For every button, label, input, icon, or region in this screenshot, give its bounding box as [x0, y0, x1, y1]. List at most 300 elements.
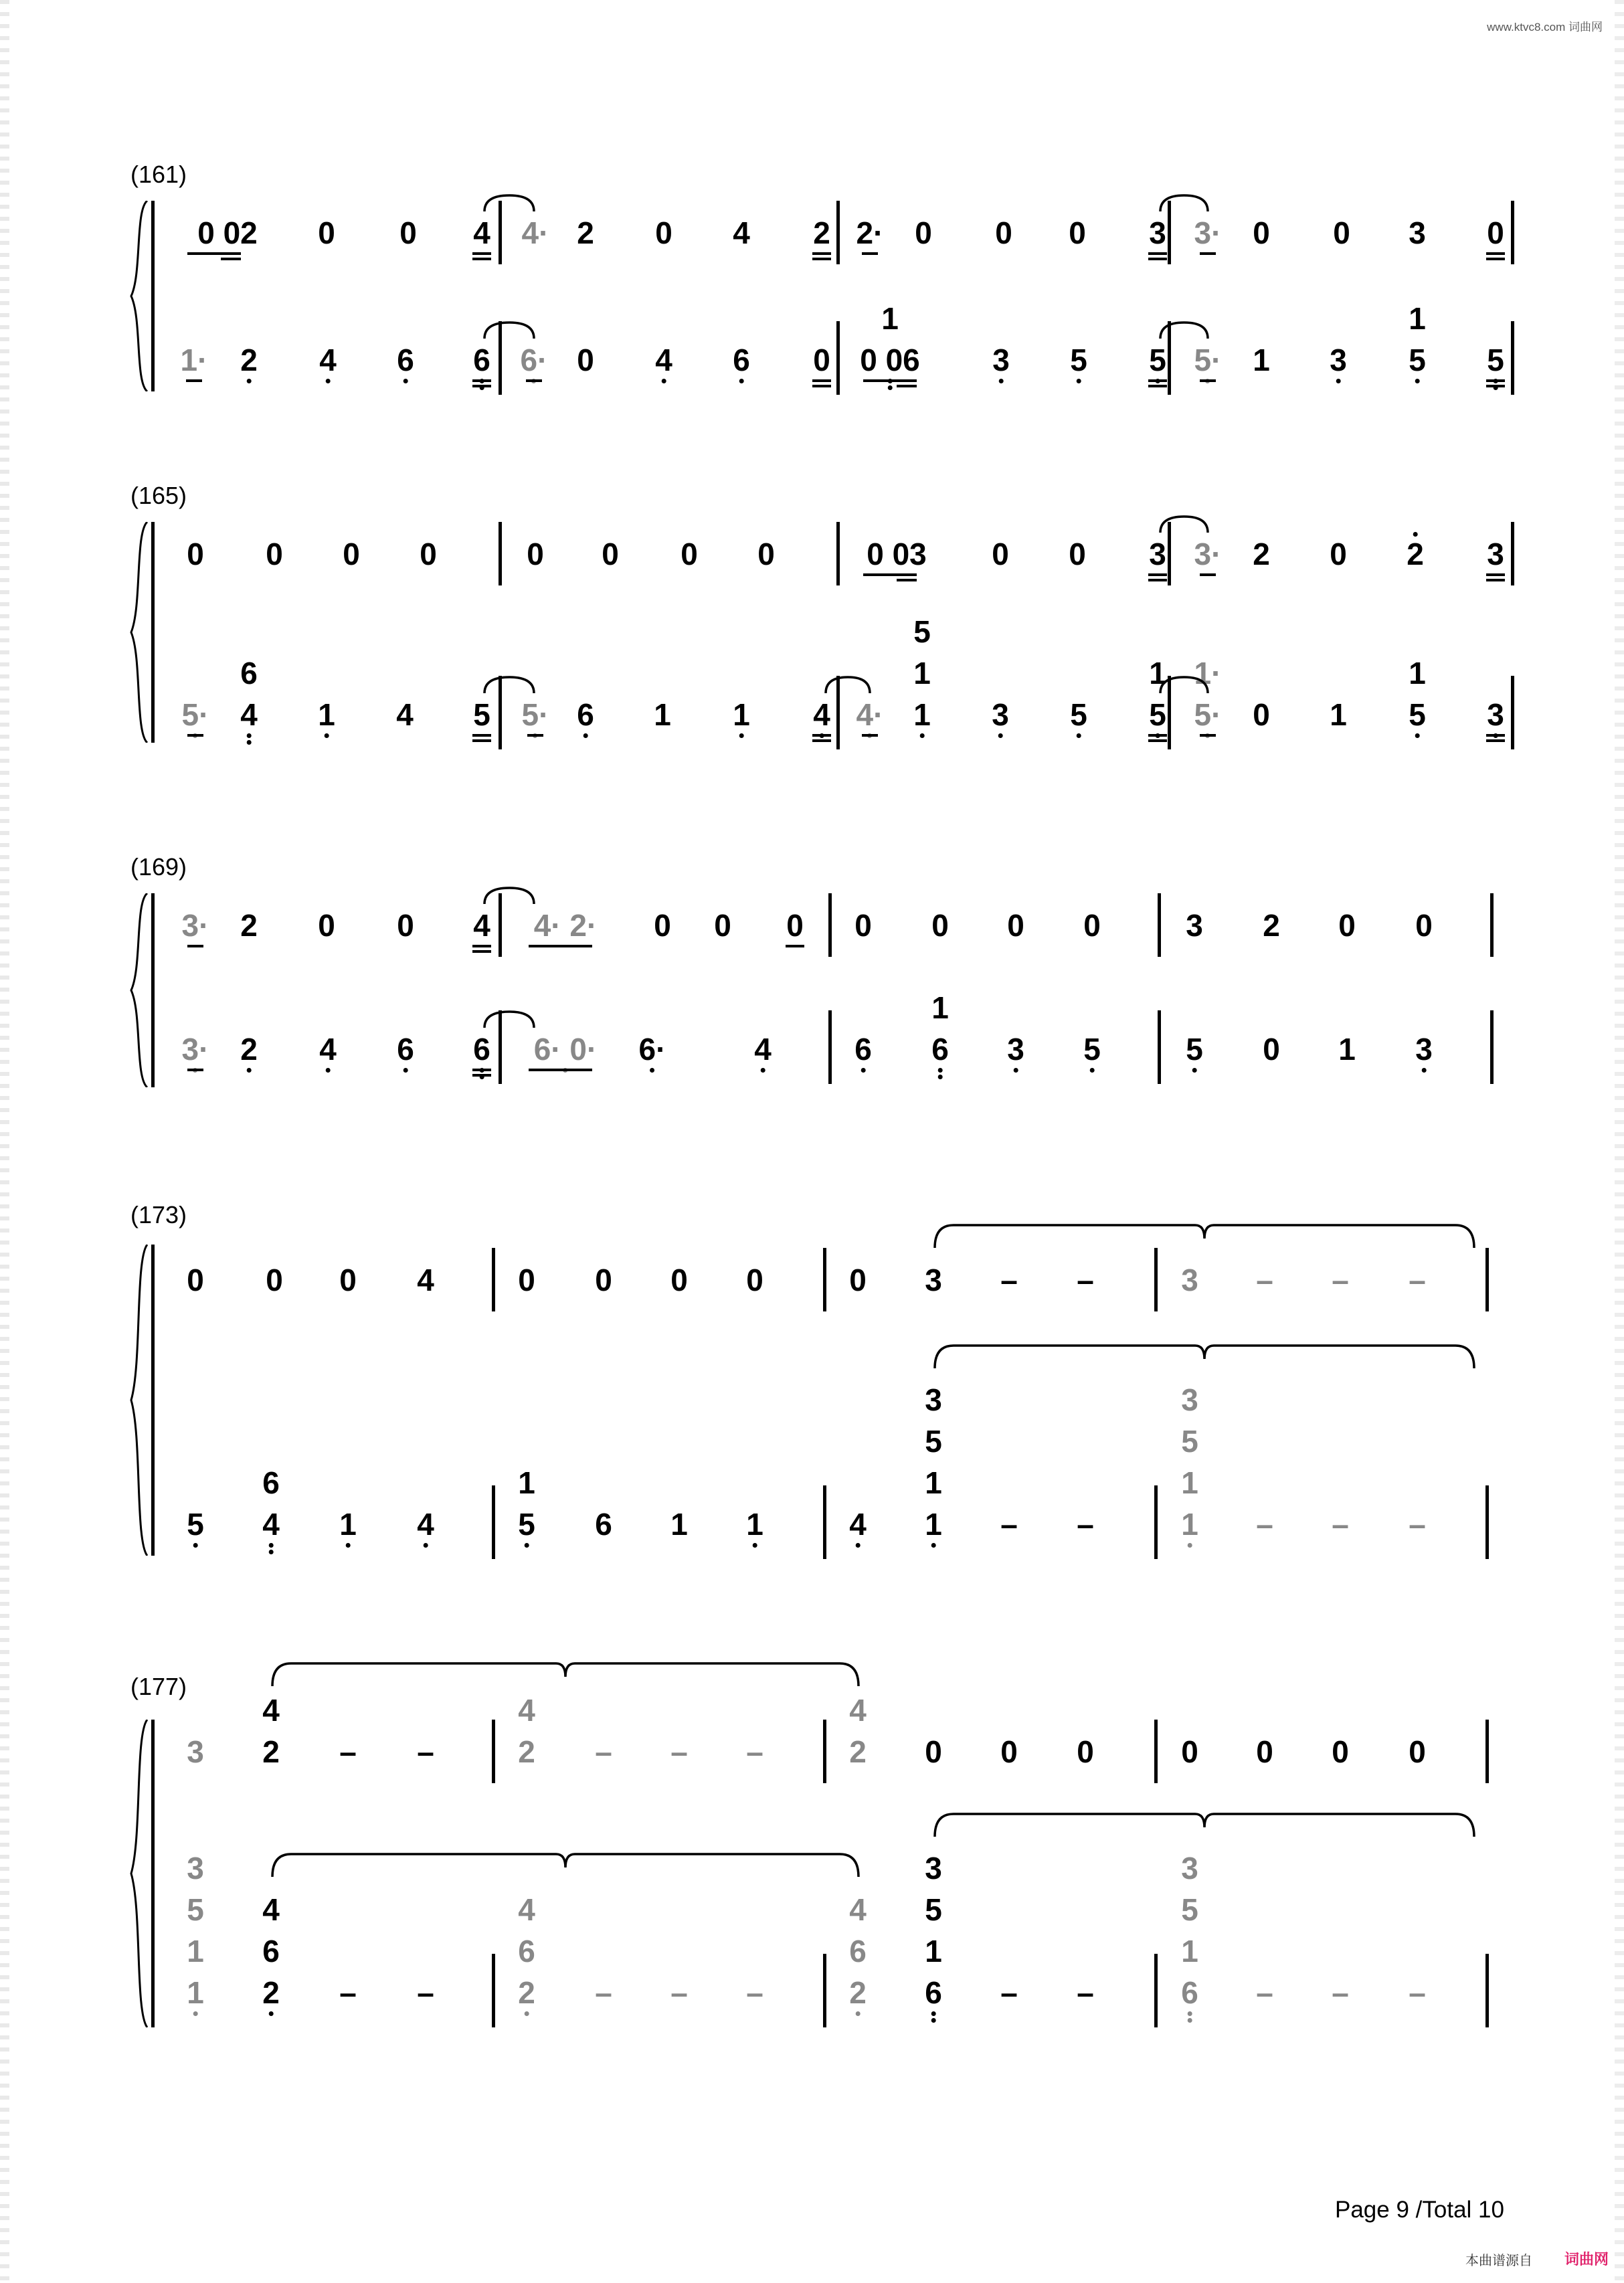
- low-octave-dot: [1077, 733, 1081, 738]
- treble-note-label: 3: [187, 1734, 204, 1769]
- rhythm-underline: [1486, 379, 1505, 382]
- treble-note-label: 3·: [1194, 537, 1222, 571]
- bass-note: [849, 1509, 867, 1540]
- treble-note-label: 2: [240, 908, 258, 943]
- low-octave-dot: [193, 1543, 198, 1548]
- treble-note: [577, 217, 594, 248]
- bass-note: [670, 1977, 688, 2008]
- treble-note-label: 0: [1338, 908, 1356, 943]
- treble-note-label: 0: [420, 537, 437, 571]
- bass-note-label: 6: [1181, 1975, 1198, 2010]
- low-octave-dot: [525, 1543, 529, 1548]
- bass-note-label: –: [670, 1975, 688, 2010]
- treble-note: [1338, 910, 1356, 941]
- bass-note-label: 4: [319, 343, 337, 377]
- low-octave-dot: [999, 379, 1004, 383]
- bass-note-chord-tone: 1: [187, 1934, 204, 1969]
- treble-note: [714, 910, 731, 941]
- barline: [1154, 1485, 1158, 1559]
- treble-note-label: 0: [1256, 1734, 1273, 1769]
- bass-note: [473, 1034, 490, 1065]
- low-octave-dot: [326, 1068, 331, 1073]
- treble-note-label: 0: [318, 908, 335, 943]
- treble-note: [1000, 1265, 1018, 1295]
- rhythm-underline: [1148, 739, 1167, 742]
- treble-note: [417, 1736, 434, 1767]
- bass-note: [1186, 1034, 1203, 1065]
- low-octave-dot: [761, 1068, 765, 1073]
- treble-note: [343, 539, 360, 569]
- treble-note: [1332, 1736, 1349, 1767]
- treble-note: [1487, 539, 1504, 569]
- treble-note: [399, 217, 417, 248]
- bass-note: [518, 1509, 535, 1540]
- treble-note-label: 3: [1181, 1263, 1198, 1297]
- low-octave-dot: [662, 379, 666, 383]
- low-octave-dot: [583, 733, 588, 738]
- rhythm-underline: [812, 739, 831, 742]
- rhythm-underline: [1486, 385, 1505, 387]
- rhythm-underline: [472, 252, 491, 255]
- treble-note-label: 4: [473, 215, 490, 250]
- bass-note: [733, 699, 750, 730]
- bass-note: [856, 699, 884, 730]
- barline: [1511, 522, 1514, 585]
- rhythm-underline: [529, 945, 592, 947]
- grand-staff-brace: [127, 1720, 154, 2027]
- rhythm-underline: [812, 252, 831, 255]
- low-octave-dot: [1188, 1543, 1192, 1548]
- treble-note: [420, 539, 437, 569]
- bass-note-label: 5: [1149, 343, 1166, 377]
- treble-note: [681, 539, 698, 569]
- treble-note-label: 2: [518, 1734, 535, 1769]
- treble-note: [1263, 910, 1280, 941]
- rhythm-underline: [786, 945, 804, 947]
- grand-staff-brace: [127, 1245, 154, 1556]
- bass-note: [1253, 345, 1270, 375]
- treble-note: [522, 217, 549, 248]
- bass-note: [240, 699, 258, 730]
- bass-note-label: –: [1332, 1975, 1349, 2010]
- bass-note: [577, 345, 594, 375]
- treble-note: [1330, 539, 1347, 569]
- rhythm-underline: [472, 379, 491, 382]
- bass-note: [397, 1034, 414, 1065]
- barline: [828, 1010, 832, 1084]
- bass-note-chord-tone: 6: [849, 1934, 867, 1969]
- bass-note-label: 6: [473, 1032, 490, 1067]
- treble-note-label: 4: [473, 908, 490, 943]
- rhythm-underline: [862, 252, 878, 255]
- bass-note-label: 3: [1487, 697, 1504, 732]
- bass-note: [746, 1977, 763, 2008]
- bass-note: [854, 1034, 872, 1065]
- treble-note-label: 0: [925, 1734, 942, 1769]
- low-octave-dot: [525, 2011, 529, 2016]
- rhythm-underline: [1148, 579, 1167, 581]
- measure-number: (169): [130, 853, 187, 881]
- treble-note-label: 0: [266, 537, 283, 571]
- treble-note: [318, 910, 335, 941]
- slur-line: [1159, 514, 1209, 534]
- treble-note: [534, 910, 598, 941]
- bass-note-label: 6: [397, 1032, 414, 1067]
- bass-note-label: –: [1000, 1975, 1018, 2010]
- bass-note: [1256, 1977, 1273, 2008]
- treble-note-label: 0: [602, 537, 619, 571]
- system-start-line: [151, 893, 155, 1087]
- treble-note-label: 0: [670, 1263, 688, 1297]
- low-octave-dot: [856, 1543, 861, 1548]
- bass-note: [1330, 699, 1347, 730]
- rhythm-underline: [472, 945, 491, 947]
- treble-note: [339, 1736, 357, 1767]
- treble-note: [1409, 217, 1426, 248]
- treble-note: [1256, 1736, 1273, 1767]
- bass-note: [655, 345, 672, 375]
- bass-note-chord-tone: 3: [925, 1382, 942, 1417]
- barline: [1158, 893, 1161, 957]
- rhythm-underline: [472, 1074, 491, 1077]
- bass-note: [1077, 1509, 1094, 1540]
- rhythm-underline: [472, 1069, 491, 1071]
- treble-note: [1069, 539, 1086, 569]
- barline: [1485, 1954, 1489, 2027]
- treble-note: [1181, 1736, 1198, 1767]
- treble-note: [397, 910, 414, 941]
- treble-note-label: 3·: [181, 908, 209, 943]
- rhythm-underline: [863, 573, 917, 576]
- bass-note: [925, 1977, 942, 2008]
- treble-note-label: 0: [681, 537, 698, 571]
- low-octave-dot: [739, 379, 744, 383]
- treble-note-label: 0: [397, 908, 414, 943]
- bass-note-chord-tone: 1: [518, 1465, 535, 1500]
- treble-note-label: 0: [187, 1263, 204, 1297]
- treble-note-label: 3: [1149, 215, 1166, 250]
- bass-note: [577, 699, 594, 730]
- tie-bracket: [933, 1221, 1475, 1251]
- treble-note: [1253, 217, 1270, 248]
- bass-note-chord-tone: 6: [262, 1934, 280, 1969]
- bass-note: [1181, 1977, 1198, 2008]
- rhythm-underline: [527, 734, 543, 737]
- bass-note: [813, 345, 830, 375]
- bass-note-label: 4: [813, 697, 830, 732]
- rhythm-underline: [1486, 252, 1505, 255]
- measure-number: (161): [130, 161, 187, 188]
- low-octave-dot: [1090, 1068, 1095, 1073]
- treble-note: [1194, 539, 1222, 569]
- bass-note-label: 1·: [180, 343, 208, 377]
- bass-note: [1409, 1509, 1426, 1540]
- bass-note-label: 5: [518, 1507, 535, 1542]
- bass-note: [417, 1977, 434, 2008]
- treble-note: [915, 217, 932, 248]
- treble-note-chord-tone: 4: [262, 1693, 280, 1728]
- treble-note: [187, 1736, 204, 1767]
- treble-note-label: 0: [318, 215, 335, 250]
- bass-note-label: –: [1256, 1507, 1273, 1542]
- treble-note: [1194, 217, 1222, 248]
- barline: [1511, 321, 1514, 395]
- treble-note-label: 0: [343, 537, 360, 571]
- bass-note-label: –: [417, 1975, 434, 2010]
- bass-note-label: 4: [240, 697, 258, 732]
- bass-note-label: –: [595, 1975, 612, 2010]
- bass-note: [1409, 345, 1426, 375]
- treble-note: [1487, 217, 1504, 248]
- treble-note-label: 3: [1487, 537, 1504, 571]
- system-start-line: [151, 522, 155, 743]
- treble-note-label: 0: [1330, 537, 1347, 571]
- bass-note: [1181, 1509, 1198, 1540]
- rhythm-underline: [812, 379, 831, 382]
- bass-note-chord-tone: 3: [925, 1851, 942, 1886]
- bass-note-label: 0 06: [860, 343, 920, 377]
- treble-note: [518, 1265, 535, 1295]
- low-octave-dot: [998, 733, 1003, 738]
- treble-note-label: 0: [757, 537, 775, 571]
- slur-line: [483, 674, 535, 695]
- treble-note: [1149, 539, 1166, 569]
- bass-note-chord-tone: 5: [925, 1892, 942, 1927]
- treble-note: [518, 1736, 535, 1767]
- bass-note: [1332, 1977, 1349, 2008]
- rhythm-underline: [1148, 258, 1167, 260]
- rhythm-underline: [1148, 379, 1167, 382]
- treble-note-label: 2: [262, 1734, 280, 1769]
- bass-note-label: 4: [754, 1032, 772, 1067]
- rhythm-underline: [529, 1069, 592, 1071]
- rhythm-underline: [1486, 739, 1505, 742]
- bass-note: [1149, 345, 1166, 375]
- barline: [492, 1954, 495, 2027]
- rhythm-underline: [187, 734, 203, 737]
- treble-note: [1253, 539, 1270, 569]
- site-watermark: www.ktvc8.com 词曲网: [1487, 21, 1603, 33]
- treble-note: [849, 1265, 867, 1295]
- bass-note-label: 5: [1409, 343, 1426, 377]
- treble-note: [1415, 910, 1433, 941]
- bass-note: [319, 345, 337, 375]
- bass-note-label: 6· 0·: [533, 1032, 598, 1067]
- bass-note-label: –: [1332, 1507, 1349, 1542]
- bass-note: [1253, 699, 1270, 730]
- treble-note: [867, 539, 927, 569]
- tie-bracket: [271, 1659, 860, 1689]
- bass-note-label: 4: [319, 1032, 337, 1067]
- treble-note: [1332, 1265, 1349, 1295]
- bass-note-label: 4: [655, 343, 672, 377]
- treble-note: [527, 539, 544, 569]
- bass-note-chord-tone: 5: [913, 614, 931, 649]
- tie-bracket: [271, 1850, 860, 1880]
- bass-note-label: 1: [1253, 343, 1270, 377]
- bass-note-label: 2: [262, 1975, 280, 2010]
- low-octave-dot: [1422, 1068, 1427, 1073]
- treble-note-label: 0 02: [197, 215, 258, 250]
- low-octave-dot: [739, 733, 744, 738]
- bass-note: [992, 699, 1009, 730]
- low-octave-dot: [920, 733, 925, 738]
- low-octave-dot: [931, 1543, 936, 1548]
- grand-staff-brace: [127, 201, 154, 391]
- treble-note: [595, 1265, 612, 1295]
- treble-note-chord-tone: 4: [849, 1693, 867, 1728]
- bass-note: [1256, 1509, 1273, 1540]
- treble-note-label: 0: [1083, 908, 1101, 943]
- bass-note-chord-tone: 5: [187, 1892, 204, 1927]
- rhythm-underline: [1200, 734, 1216, 737]
- treble-note: [1083, 910, 1101, 941]
- bass-note-label: 6: [473, 343, 490, 377]
- rhythm-underline: [1486, 573, 1505, 576]
- tie-bracket: [933, 1342, 1475, 1371]
- bass-note: [318, 699, 335, 730]
- bass-note-label: 5: [1409, 697, 1426, 732]
- treble-note-label: 0: [1000, 1734, 1018, 1769]
- treble-note: [262, 1736, 280, 1767]
- rhythm-underline: [221, 258, 241, 260]
- treble-note: [856, 217, 884, 248]
- bass-note: [1007, 1034, 1024, 1065]
- treble-note: [925, 1736, 942, 1767]
- treble-note: [925, 1265, 942, 1295]
- rhythm-underline: [897, 579, 917, 581]
- low-octave-dot: [325, 733, 329, 738]
- treble-note: [757, 539, 775, 569]
- slur-line: [1159, 193, 1209, 213]
- rhythm-underline: [1486, 734, 1505, 737]
- rhythm-underline: [472, 739, 491, 742]
- bass-note-label: 3: [992, 343, 1010, 377]
- treble-note-label: 0: [1253, 215, 1270, 250]
- bass-note-label: 6: [733, 343, 750, 377]
- bass-note-label: 5: [1487, 343, 1504, 377]
- low-octave-dot: [247, 379, 252, 383]
- barline: [492, 1248, 495, 1311]
- bass-note-label: 1: [670, 1507, 688, 1542]
- barline: [1485, 1248, 1489, 1311]
- bass-note-label: –: [1256, 1975, 1273, 2010]
- treble-note: [1409, 1265, 1426, 1295]
- treble-note-label: 0: [187, 537, 204, 571]
- treble-note: [417, 1265, 434, 1295]
- bass-note: [595, 1509, 612, 1540]
- treble-note: [854, 910, 872, 941]
- treble-note-label: 2: [1253, 537, 1270, 571]
- bass-note-label: 1: [925, 1507, 942, 1542]
- treble-note-label: 0: [931, 908, 949, 943]
- rhythm-underline: [1200, 573, 1216, 576]
- barline: [492, 1720, 495, 1783]
- bass-note-label: –: [1077, 1975, 1094, 2010]
- bass-note-chord-tone: 5: [925, 1424, 942, 1459]
- bass-note: [262, 1977, 280, 2008]
- low-octave-dot: [424, 1543, 428, 1548]
- bass-note-chord-tone: 6: [262, 1465, 280, 1500]
- treble-note: [266, 1265, 283, 1295]
- bass-note: [187, 1977, 204, 2008]
- bass-note: [746, 1509, 763, 1540]
- treble-note-label: 0: [1415, 908, 1433, 943]
- bass-note-label: 5: [187, 1507, 204, 1542]
- bass-note: [992, 345, 1010, 375]
- treble-note-label: –: [746, 1734, 763, 1769]
- bass-note-label: 5: [1070, 697, 1087, 732]
- bass-note-label: 4: [262, 1507, 280, 1542]
- treble-note: [1181, 1265, 1198, 1295]
- treble-note: [1000, 1736, 1018, 1767]
- bass-note-chord-tone: 4: [262, 1892, 280, 1927]
- bass-note-chord-tone: 3: [1181, 1382, 1198, 1417]
- bass-note-label: 1: [733, 697, 750, 732]
- treble-note-label: 0: [995, 215, 1012, 250]
- bass-note-chord-tone: 1·: [1194, 656, 1222, 691]
- bass-note: [181, 345, 208, 375]
- bass-note: [1330, 345, 1347, 375]
- treble-note: [995, 217, 1012, 248]
- treble-note-label: 0: [1487, 215, 1504, 250]
- bass-note: [182, 1034, 209, 1065]
- treble-note: [992, 539, 1009, 569]
- bass-note: [1194, 345, 1222, 375]
- barline: [1511, 676, 1514, 749]
- treble-note-label: 3: [925, 1263, 942, 1297]
- low-octave-dot: [861, 1068, 866, 1073]
- treble-note-label: 0: [714, 908, 731, 943]
- source-label: 本曲谱源自: [1465, 2254, 1532, 2268]
- treble-note: [1407, 539, 1424, 569]
- bass-note-label: 6: [931, 1032, 949, 1067]
- rhythm-underline: [187, 1069, 203, 1071]
- barline: [1154, 1720, 1158, 1783]
- bass-note-label: –: [339, 1975, 357, 2010]
- treble-note-label: 2: [1263, 908, 1280, 943]
- barline: [828, 893, 832, 957]
- treble-note-label: 4·: [521, 215, 549, 250]
- rhythm-underline: [897, 385, 917, 387]
- treble-note: [1069, 217, 1086, 248]
- treble-note-label: 0: [1069, 215, 1086, 250]
- bass-note-label: 5·: [521, 697, 549, 732]
- bass-note-label: –: [1077, 1507, 1094, 1542]
- treble-note-label: 0: [518, 1263, 535, 1297]
- bass-note-chord-tone: 1: [1409, 301, 1426, 336]
- bass-note-label: –: [1409, 1975, 1426, 2010]
- bass-note-label: 3·: [181, 1032, 209, 1067]
- bass-note: [754, 1034, 772, 1065]
- treble-note: [813, 217, 830, 248]
- treble-note: [1333, 217, 1350, 248]
- bass-note: [1070, 345, 1087, 375]
- treble-note-label: 0 03: [867, 537, 927, 571]
- barline: [823, 1248, 826, 1311]
- treble-note: [733, 217, 750, 248]
- bass-note-label: 2: [849, 1975, 867, 2010]
- bass-note: [1070, 699, 1087, 730]
- barline: [823, 1720, 826, 1783]
- octave-dot: [1413, 532, 1418, 537]
- bass-note: [860, 345, 920, 375]
- bass-note-label: 5: [1149, 697, 1166, 732]
- low-octave-dot: [938, 1068, 943, 1073]
- treble-note: [473, 910, 490, 941]
- low-octave-dot: [403, 379, 408, 383]
- bass-note-label: 1: [746, 1507, 763, 1542]
